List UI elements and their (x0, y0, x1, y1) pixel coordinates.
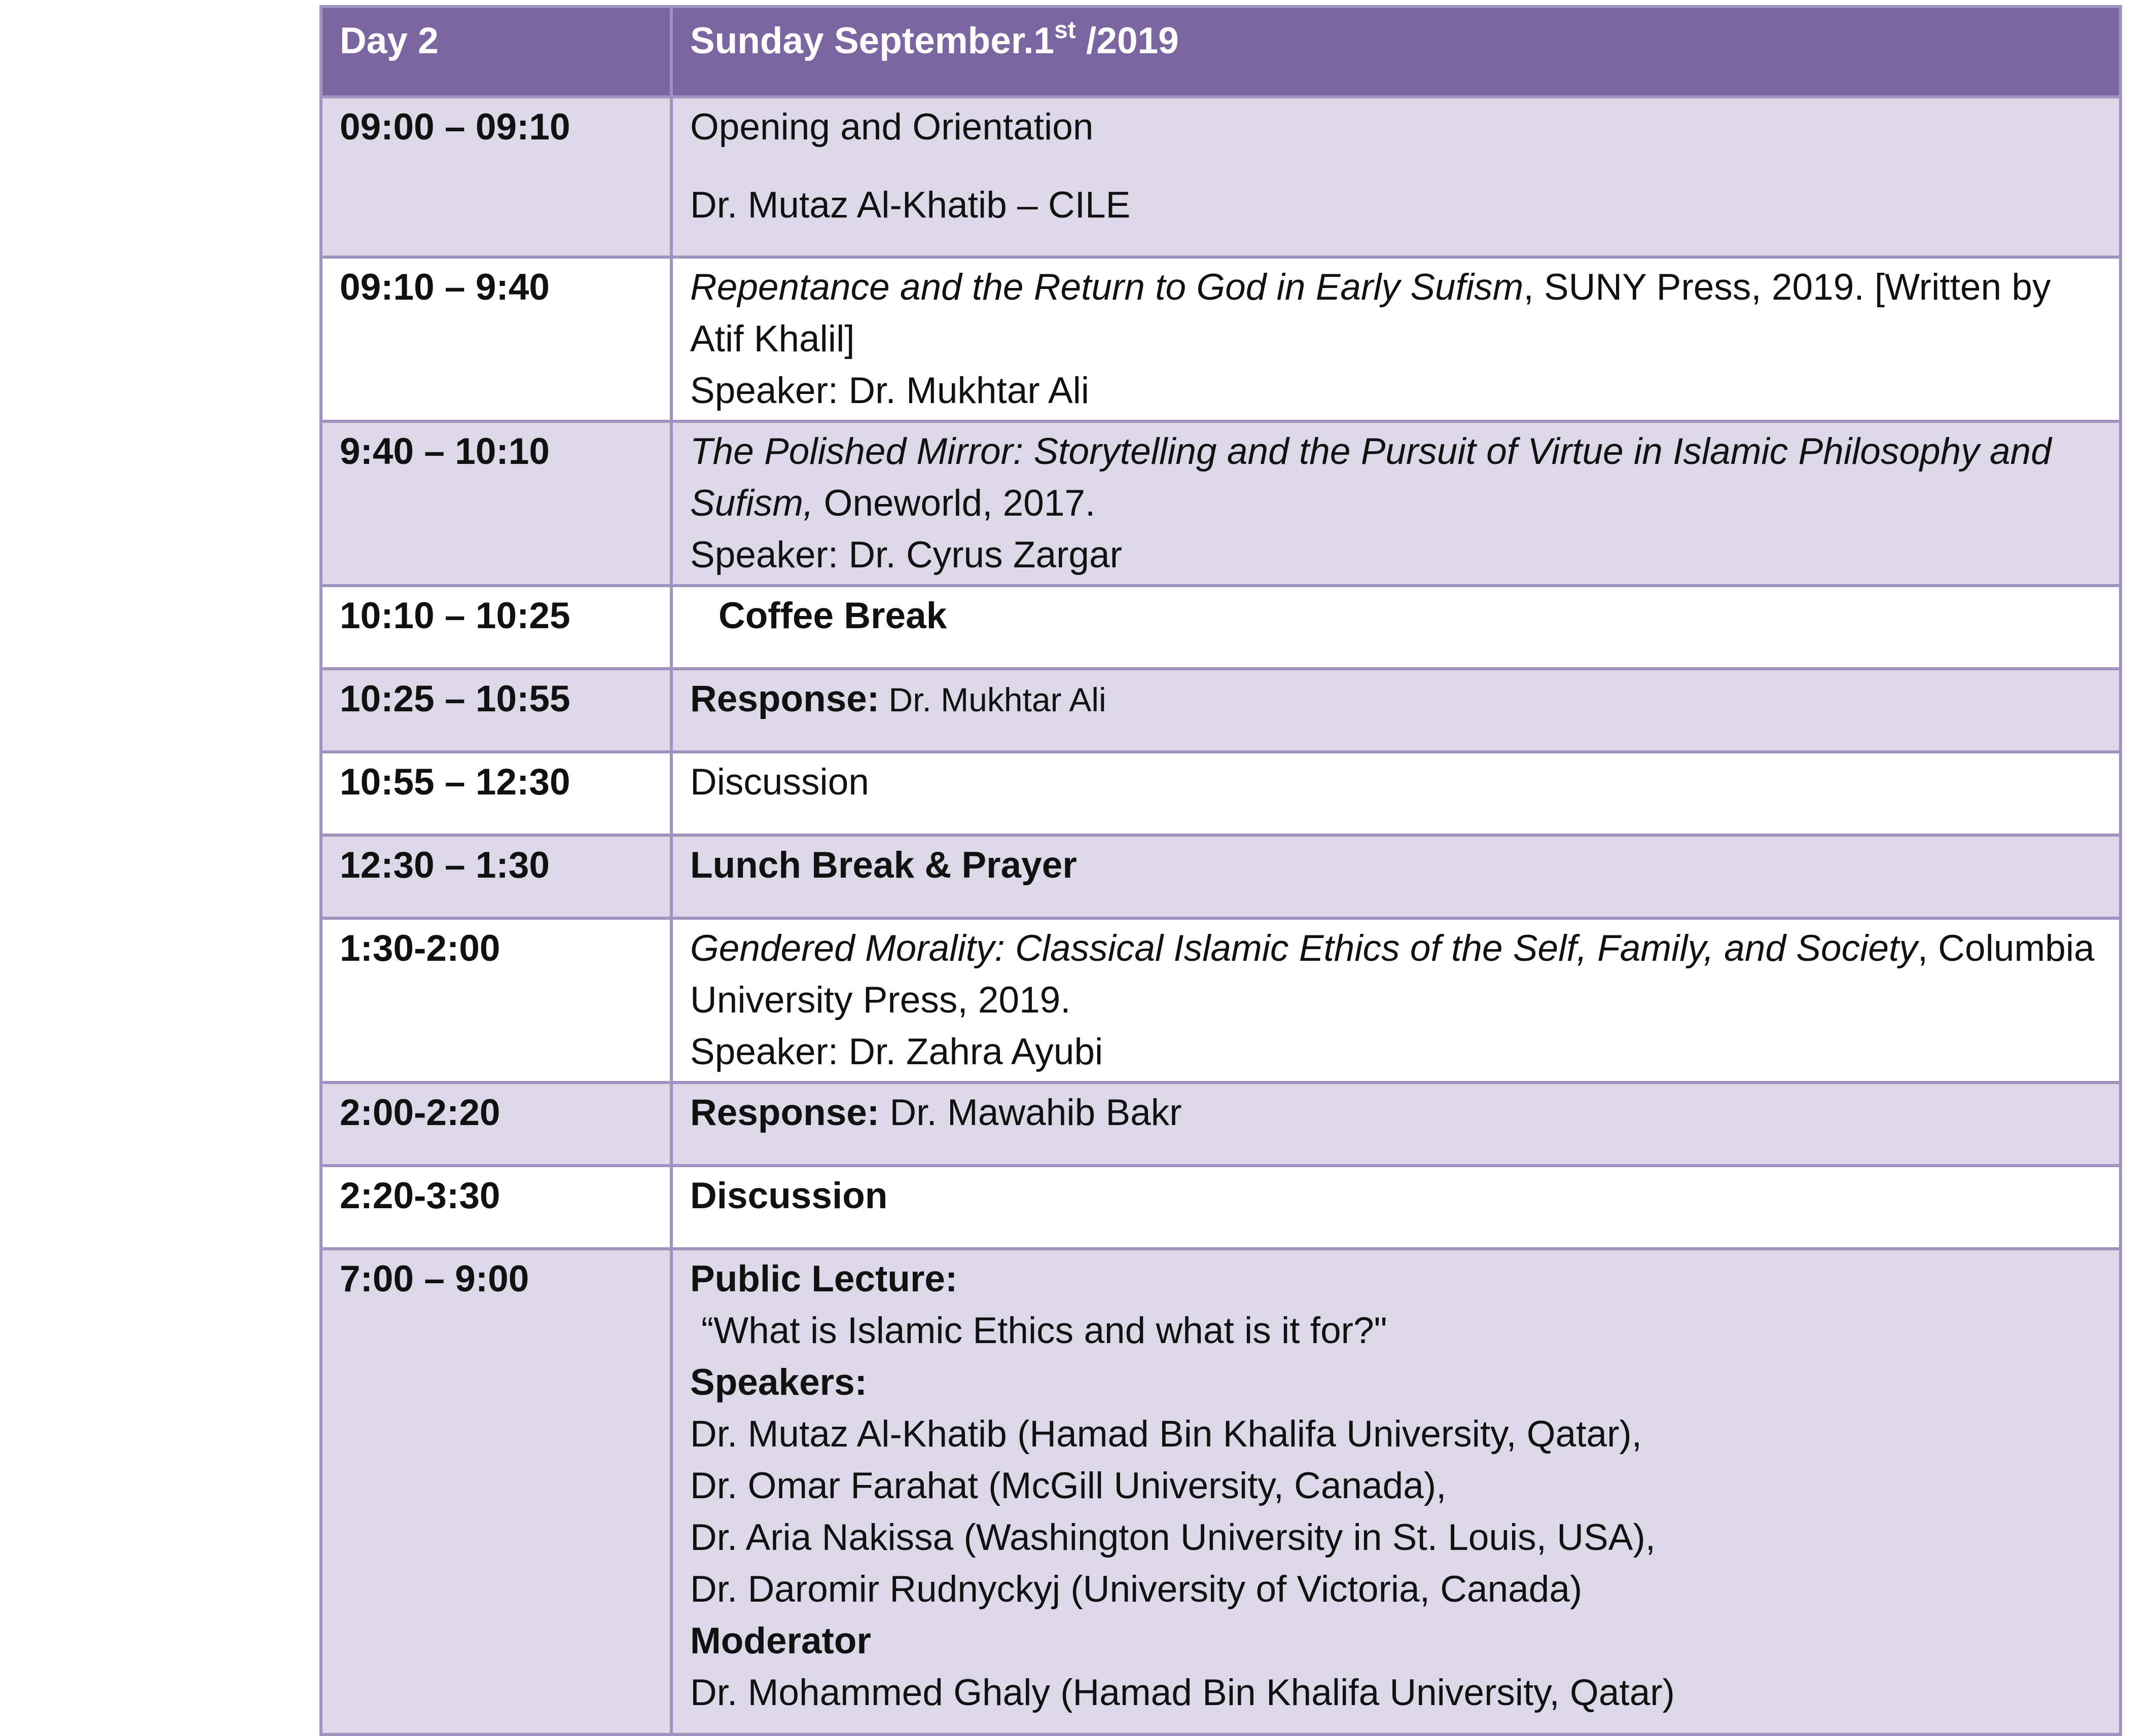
session-row (321, 97, 2121, 257)
lecture-title: “What is Islamic Ethics and what is it for?" (701, 1310, 1387, 1351)
session-row (321, 835, 2121, 918)
session-time: 7:00 – 9:00 (321, 1249, 671, 1734)
session-details (671, 1249, 2121, 1734)
speakers-label: Speakers: (690, 1362, 867, 1403)
session-row (321, 1082, 2121, 1166)
speaker-entry: Dr. Omar Farahat (McGill University, Canada), (690, 1465, 1447, 1506)
respondent-name: Dr. Mawahib Bakr (879, 1092, 1182, 1133)
session-time: 10:10 – 10:25 (321, 586, 671, 669)
session-time: 9:40 – 10:10 (321, 421, 671, 586)
response-label: Response: (690, 678, 880, 719)
discussion-label: Discussion (690, 762, 869, 803)
day-label: Day 2 (321, 7, 671, 97)
speaker-entry: Dr. Aria Nakissa (Washington University in St. Louis, USA), (690, 1517, 1656, 1558)
speaker-entry: Dr. Daromir Rudnyckyj (University of Victoria, Canada) (690, 1569, 1583, 1610)
session-row (321, 1166, 2121, 1249)
book-title: Gendered Morality: Classical Islamic Ethics of the Self, Family, and Society (690, 928, 1918, 969)
session-details (671, 97, 2121, 257)
session-time: 09:00 – 09:10 (321, 97, 671, 257)
session-details (671, 421, 2121, 586)
session-presenter: Dr. Mutaz Al-Khatib – CILE (690, 185, 1131, 226)
session-details (671, 918, 2121, 1082)
public-lecture-label: Public Lecture: (690, 1258, 958, 1299)
lunch-break-label: Lunch Break & Prayer (690, 845, 1077, 886)
session-time: 2:00-2:20 (321, 1082, 671, 1166)
session-details (671, 835, 2121, 918)
session-row (321, 669, 2121, 752)
book-publisher: Oneworld, 2017. (813, 483, 1096, 524)
session-row (321, 586, 2121, 669)
date-prefix: Sunday September.1 (690, 20, 1055, 61)
book-publisher: , Columbia University Press, 2019. (690, 928, 2095, 1021)
book-publisher: , SUNY Press, 2019. [Written by Atif Khalil] (690, 267, 2051, 359)
session-row (321, 257, 2121, 421)
session-details (671, 669, 2121, 752)
schedule-table (319, 5, 2122, 1736)
book-title: Repentance and the Return to God in Early Sufism (690, 267, 1524, 308)
session-speaker: Speaker: Dr. Zahra Ayubi (690, 1031, 1103, 1072)
respondent-name: Dr. Mukhtar Ali (879, 681, 1106, 718)
coffee-break-label: Coffee Break (719, 595, 947, 636)
date-label (671, 7, 2121, 97)
session-details (671, 1166, 2121, 1249)
moderator-name: Dr. Mohammed Ghaly (Hamad Bin Khalifa University, Qatar) (690, 1672, 1675, 1713)
session-row (321, 1249, 2121, 1734)
session-time: 09:10 – 9:40 (321, 257, 671, 421)
session-details (671, 586, 2121, 669)
header-row (321, 7, 2121, 97)
date-ordinal-suffix: st (1054, 17, 1076, 44)
session-row (321, 752, 2121, 835)
session-details (671, 1082, 2121, 1166)
date-year: /2019 (1075, 20, 1179, 61)
discussion-label: Discussion (690, 1175, 888, 1216)
response-label: Response: (690, 1092, 880, 1133)
session-row (321, 918, 2121, 1082)
session-time: 10:55 – 12:30 (321, 752, 671, 835)
session-time: 1:30-2:00 (321, 918, 671, 1082)
moderator-label: Moderator (690, 1620, 871, 1661)
session-speaker: Speaker: Dr. Mukhtar Ali (690, 370, 1090, 411)
session-title: Opening and Orientation (690, 106, 1094, 148)
session-time: 12:30 – 1:30 (321, 835, 671, 918)
session-details (671, 752, 2121, 835)
session-row (321, 421, 2121, 586)
session-speaker: Speaker: Dr. Cyrus Zargar (690, 534, 1122, 575)
book-title: The Polished Mirror: Storytelling and the Pursuit of Virtue in Islamic Philosophy and Sufism, (690, 431, 2052, 524)
session-time: 10:25 – 10:55 (321, 669, 671, 752)
speaker-entry: Dr. Mutaz Al-Khatib (Hamad Bin Khalifa University, Qatar), (690, 1414, 1642, 1455)
session-details (671, 257, 2121, 421)
session-time: 2:20-3:30 (321, 1166, 671, 1249)
